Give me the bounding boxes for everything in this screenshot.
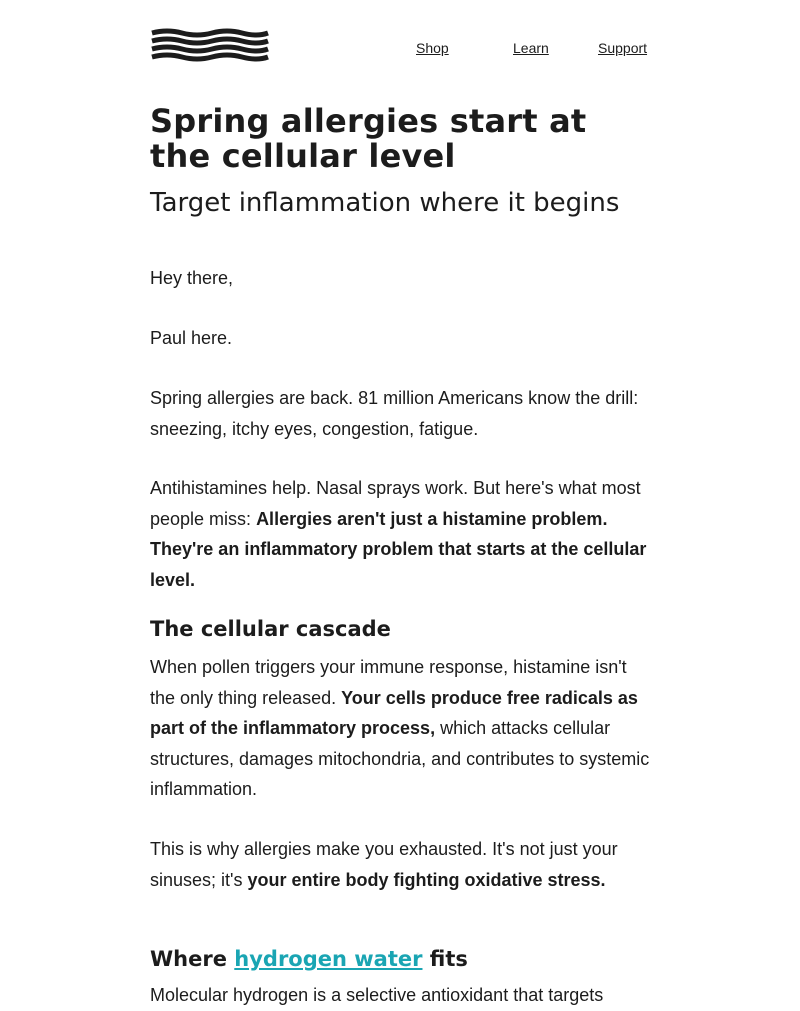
emphasis-text: your entire body fighting oxidative stress.	[247, 869, 606, 890]
page-title: Spring allergies start at the cellular level	[150, 102, 587, 175]
section-heading-hydrogen-water	[150, 946, 650, 972]
email-header	[150, 28, 650, 68]
paragraph-hydrogen-intro: Molecular hydrogen is a selective antioxidant that targets	[150, 985, 604, 1005]
paragraph-exhaustion	[150, 834, 650, 895]
paragraph-cellular-cascade	[150, 652, 650, 805]
page-subtitle: Target inflammation where it begins	[150, 188, 620, 218]
paragraph-allergies-back: Spring allergies are back. 81 million Americans know the drill: sneezing, itchy eyes, congestion, fatigue.	[150, 388, 639, 439]
emphasis-text: Your cells produce free radicals as part of the inflammatory process,	[150, 687, 638, 738]
nav-support-link[interactable]: Support	[598, 40, 648, 56]
emphasis-text: Allergies aren't just a histamine problem. They're an inflammatory problem that starts at the cellular level.	[150, 508, 647, 590]
paragraph-text: When pollen triggers your immune response, histamine isn't the only thing released.	[150, 657, 627, 708]
intro-text: Paul here.	[150, 328, 233, 348]
heading-text: fits	[422, 947, 468, 971]
paragraph-text: This is why allergies make you exhausted. It's not just your sinuses; it's	[150, 839, 618, 890]
heading-text: Where	[150, 947, 235, 971]
nav-learn-link[interactable]: Learn	[513, 40, 549, 56]
nav-shop-link[interactable]: Shop	[416, 40, 449, 56]
wave-lines-logo[interactable]	[150, 28, 270, 64]
greeting-text: Hey there,	[150, 268, 234, 288]
hydrogen-water-link[interactable]: hydrogen water	[234, 947, 423, 971]
paragraph-text: which attacks cellular structures, damages mitochondria, and contributes to systemic inflammation.	[150, 718, 650, 799]
paragraph-text: Antihistamines help. Nasal sprays work. But here's what most people miss:	[150, 478, 641, 529]
paragraph-antihistamines	[150, 473, 650, 595]
section-heading-cellular-cascade: The cellular cascade	[150, 617, 391, 641]
